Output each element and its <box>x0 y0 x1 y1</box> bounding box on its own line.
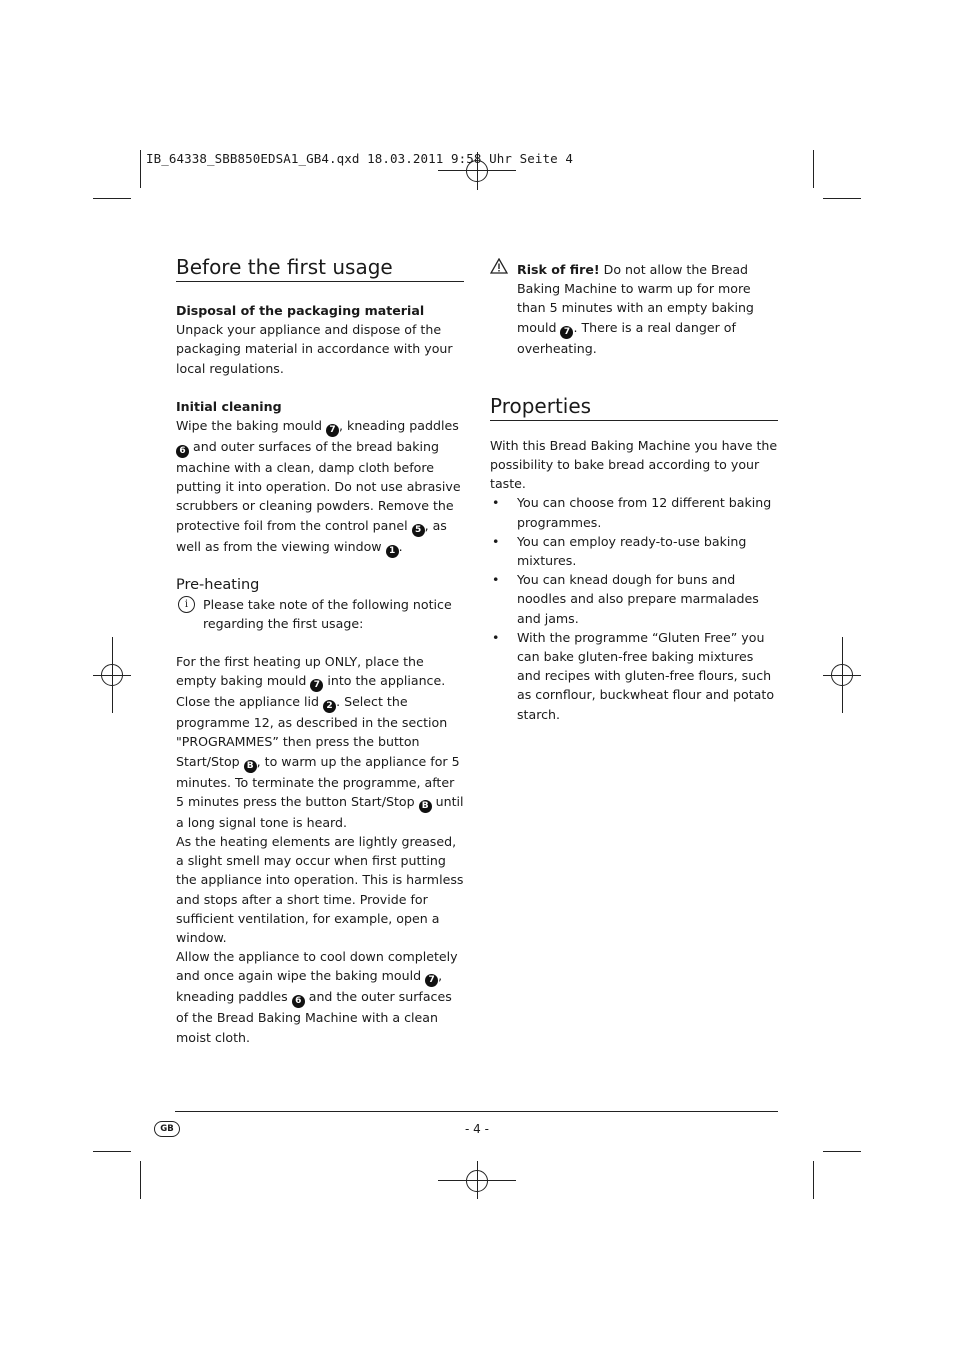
registration-mark-icon <box>831 664 853 686</box>
crop-mark <box>813 150 814 188</box>
registration-mark-icon <box>101 664 123 686</box>
section-title-before-first-usage: Before the first usage <box>176 255 464 282</box>
text: . There is a real danger of overheating. <box>517 319 736 356</box>
paragraph-pre-heating-3 <box>176 947 464 1047</box>
part-number-icon: 7 <box>560 326 573 339</box>
list-item: • With the programme “Gluten Free” you can bake gluten-free baking mixtures and recipes with gluten-free flours, such as cornflour, buckwheat flour and potato starch. <box>490 628 778 724</box>
text: , kneading paddles <box>176 968 443 1005</box>
part-number-icon: 2 <box>323 700 336 713</box>
warning-label: Risk of fire! <box>517 262 600 277</box>
list-item: • You can employ ready-to-use baking mixtures. <box>490 532 778 570</box>
section-title-properties: Properties <box>490 394 778 421</box>
info-note-text: Please take note of the following notice regarding the first usage: <box>203 596 452 631</box>
part-number-icon: 6 <box>176 445 189 458</box>
part-number-icon: 1 <box>386 545 399 558</box>
text: , kneading paddles <box>339 418 459 434</box>
paragraph-pre-heating-1 <box>176 652 464 832</box>
paragraph-initial-cleaning <box>176 416 464 558</box>
button-letter-icon: B <box>419 800 432 813</box>
page-number: - 4 - <box>465 1122 489 1136</box>
subheading-disposal: Disposal of the packaging material <box>176 303 425 318</box>
text: Do not allow the Bread Baking Machine to warm up for more than 5 minutes with an empty baking mould <box>517 262 754 335</box>
paragraph-pre-heating-2: As the heating elements are lightly greased, a slight smell may occur when first putting the appliance into operation. This is harmless and stops after a short time. Provide for sufficient ventilation, for example, open a window. <box>176 834 464 946</box>
part-number-icon: 7 <box>326 424 339 437</box>
registration-mark-icon <box>466 1170 488 1192</box>
info-note <box>176 595 464 633</box>
part-number-icon: 7 <box>425 974 438 987</box>
button-letter-icon: B <box>244 760 257 773</box>
info-icon: i <box>178 596 195 613</box>
crop-mark <box>813 1161 814 1199</box>
paragraph-properties-intro: With this Bread Baking Machine you have the possibility to bake bread according to your taste. <box>490 437 778 492</box>
crop-mark <box>93 198 131 199</box>
warning-triangle-icon <box>490 258 508 274</box>
text: Wipe the baking mould <box>176 418 327 434</box>
crop-mark <box>823 198 861 199</box>
file-slug: IB_64338_SBB850EDSA1_GB4.qxd 18.03.2011 9:58 Uhr Seite 4 <box>146 151 574 166</box>
part-number-icon: 7 <box>310 679 323 692</box>
crop-mark <box>140 150 141 188</box>
text: into the appliance. Close the appliance lid <box>176 673 446 710</box>
text: until a long signal tone is heard. <box>176 793 464 830</box>
subheading-pre-heating: Pre-heating <box>176 576 260 593</box>
crop-mark <box>93 1151 131 1152</box>
part-number-icon: 5 <box>412 524 425 537</box>
list-item: • You can choose from 12 different baking programmes. <box>490 493 778 531</box>
fire-warning <box>490 260 778 358</box>
right-column <box>490 260 778 724</box>
properties-list <box>490 493 778 723</box>
crop-mark <box>140 1161 141 1199</box>
text: , as well as from the viewing window <box>176 517 447 554</box>
part-number-icon: 6 <box>292 995 305 1008</box>
text: . Select the programme 12, as described in the section "PROGRAMMES” then press the button Start/Stop <box>176 694 448 769</box>
list-item: • You can knead dough for buns and noodles and also prepare marmalades and jams. <box>490 570 778 628</box>
text: , to warm up the appliance for 5 minutes. To terminate the programme, after 5 minutes press the button Start/Stop <box>176 753 460 809</box>
text: and outer surfaces of the bread baking machine with a clean, damp cloth before putting it into operation. Do not use abrasive scrubbers or cleaning powders. Remove the protective foil from the control panel <box>176 439 461 533</box>
text: For the first heating up ONLY, place the empty baking mould <box>176 654 424 689</box>
text: Allow the appliance to cool down completely and once again wipe the baking mould <box>176 949 458 984</box>
text: . <box>398 538 403 554</box>
text: and the outer surfaces of the Bread Baking Machine with a clean moist cloth. <box>176 989 452 1045</box>
footer-rule <box>175 1111 778 1112</box>
left-column <box>176 255 464 1047</box>
subheading-initial-cleaning: Initial cleaning <box>176 398 282 414</box>
crop-mark <box>823 1151 861 1152</box>
paragraph-disposal: Unpack your appliance and dispose of the packaging material in accordance with your local regulations. <box>176 322 453 376</box>
country-badge: GB <box>154 1121 180 1137</box>
